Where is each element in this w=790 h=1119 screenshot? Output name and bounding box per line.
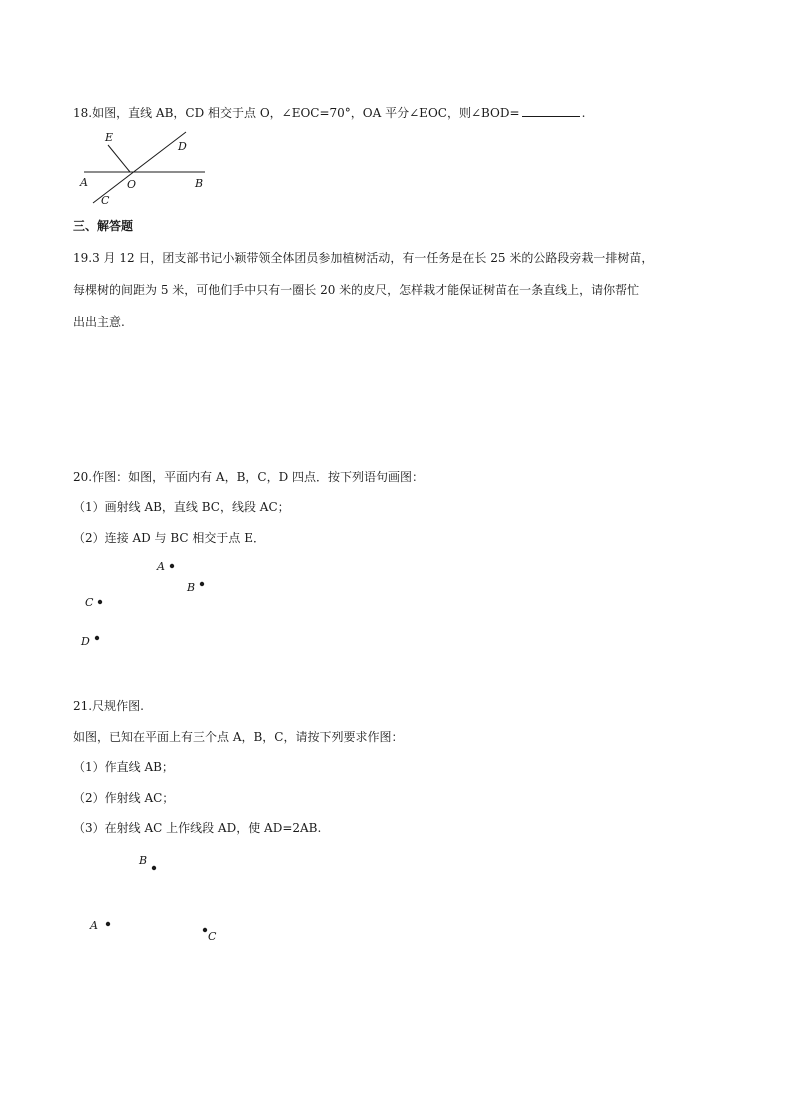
- label-b: B: [195, 177, 204, 190]
- label-e: E: [105, 131, 114, 144]
- q21-line-4: （2）作射线 AC；: [73, 791, 175, 805]
- q21-point-c: [203, 928, 207, 932]
- q21-point-a: [106, 922, 110, 926]
- q20-label-c: C: [85, 596, 94, 609]
- q20-line-3: （2）连接 AD 与 BC 相交于点 E．: [73, 531, 265, 545]
- q21-label-a: A: [90, 919, 98, 932]
- q21-line-5: （3）在射线 AC 上作线段 AD，使 AD=2AB.: [73, 821, 322, 835]
- label-c: C: [101, 194, 110, 207]
- q20-line-2: （1）画射线 AB，直线 BC，线段 AC；: [73, 500, 290, 514]
- q19-line-2: 每棵树的间距为 5 米，可他们手中只有一圈长 20 米的皮尺，怎样栽才能保证树苗在一条直线上，请你帮忙: [73, 283, 640, 297]
- q20-label-a: A: [157, 560, 165, 573]
- q18-text-before: 18.如图，直线 AB，CD 相交于点 O，∠EOC=70°，OA 平分∠EOC，则∠BOD=: [73, 106, 520, 120]
- section-heading: 三、解答题: [73, 219, 134, 233]
- q21-line-2: 如图，已知在平面上有三个点 A，B，C，请按下列要求作图：: [73, 730, 404, 744]
- q20-label-d: D: [81, 635, 90, 648]
- label-d: D: [178, 140, 187, 153]
- q21-line-3: （1）作直线 AB；: [73, 760, 174, 774]
- q20-label-b: B: [187, 581, 196, 594]
- q21-line-1: 21.尺规作图.: [73, 699, 144, 713]
- q21-label-b: B: [139, 854, 148, 867]
- q19-line-1: 19.3 月 12 日，团支部书记小颖带领全体团员参加植树活动，有一任务是在长 25 米的公路段旁栽一排树苗，: [73, 251, 654, 265]
- q19-line-3: 出出主意.: [73, 315, 125, 329]
- q21-label-c: C: [208, 930, 217, 943]
- q21-point-b: [152, 866, 156, 870]
- label-a: A: [80, 176, 88, 189]
- q18-text-after: .: [581, 106, 586, 120]
- q20-line-1: 20.作图：如图，平面内有 A，B，C，D 四点．按下列语句画图：: [73, 470, 425, 484]
- label-o: O: [127, 178, 137, 191]
